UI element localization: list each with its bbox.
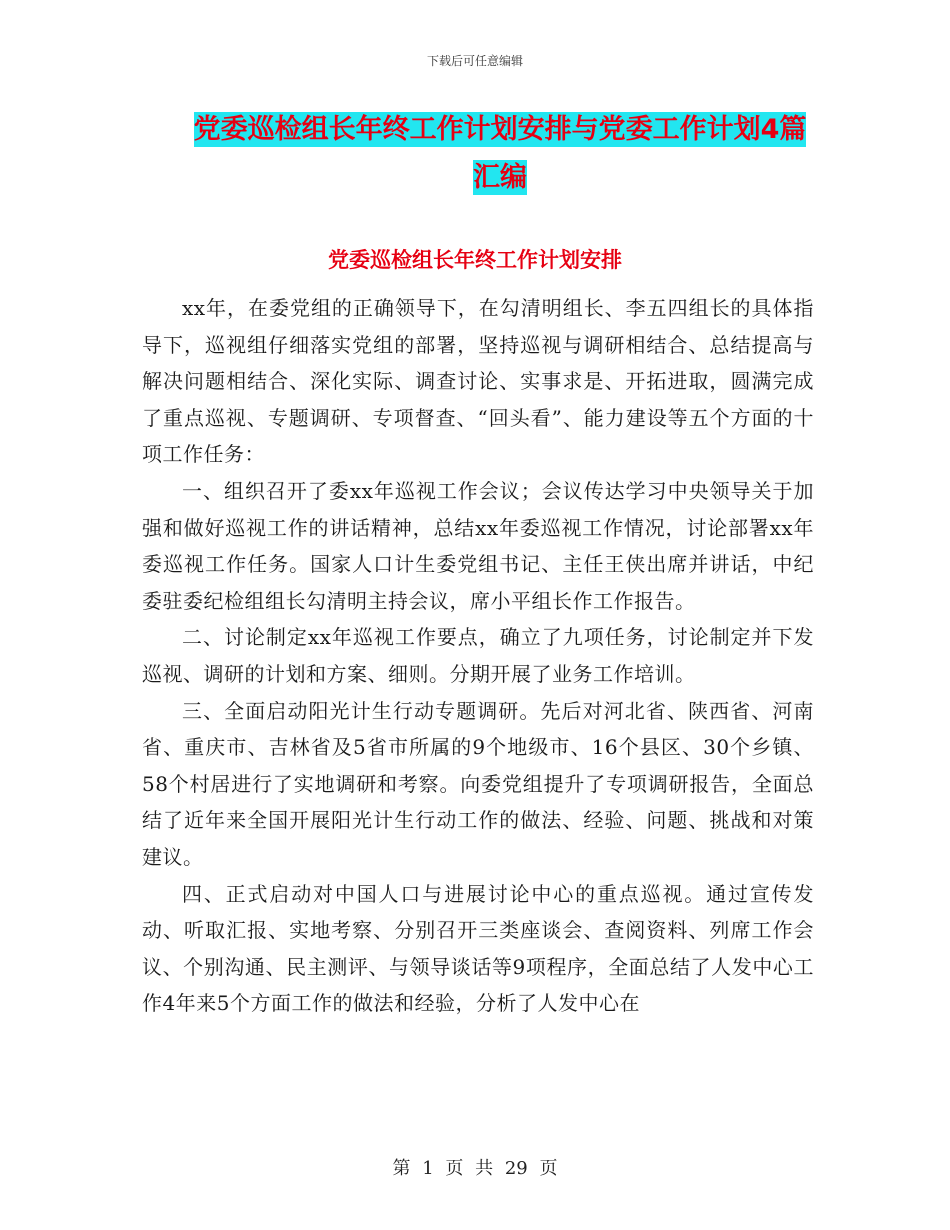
paragraph-item-4: 四、正式启动对中国人口与进展讨论中心的重点巡视。通过宣传发动、听取汇报、实地考察、分别召开三类座谈会、查阅资料、列席工作会议、个别沟通、民主测评、与领导谈话等9项程序，全面总结了人发中心工作4年来5个方面工作的做法和经验，分析了人发中心在 <box>142 881 814 1016</box>
title-line-1: 党委巡检组长年终工作计划安排与党委工作计划4篇 <box>193 114 807 145</box>
document-title <box>120 106 880 202</box>
title-line-2: 汇编 <box>473 162 527 193</box>
paragraph-item-1: 一、组织召开了委xx年巡视工作会议；会议传达学习中央领导关于加强和做好巡视工作的讲话精神，总结xx年委巡视工作情况，讨论部署xx年委巡视工作任务。国家人口计生委党组书记、主任王侠出席并讲话，中纪委驻委纪检组组长勾清明主持会议，席小平组长作工作报告。 <box>142 478 814 613</box>
paragraph-item-3: 三、全面启动阳光计生行动专题调研。先后对河北省、陕西省、河南省、重庆市、吉林省及5省市所属的9个地级市、16个县区、30个乡镇、58个村居进行了实地调研和考察。向委党组提升了专项调研报告，全面总结了近年来全国开展阳光计生行动工作的做法、经验、问题、挑战和对策建议。 <box>142 698 814 869</box>
page-footer: 第 1 页 共 29 页 <box>392 1158 558 1179</box>
section-title: 党委巡检组长年终工作计划安排 <box>328 248 622 272</box>
header-note: 下载后可任意编辑 <box>426 54 523 68</box>
document-body <box>142 290 814 1022</box>
paragraph-item-2: 二、讨论制定xx年巡视工作要点，确立了九项任务，讨论制定并下发巡视、调研的计划和方案、细则。分期开展了业务工作培训。 <box>142 625 814 686</box>
paragraph-intro: xx年，在委党组的正确领导下，在勾清明组长、李五四组长的具体指导下，巡视组仔细落实党组的部署，坚持巡视与调研相结合、总结提高与解决问题相结合、深化实际、调查讨论、实事求是、开拓进取，圆满完成了重点巡视、专题调研、专项督查、“回头看”、能力建设等五个方面的十项工作任务： <box>142 296 814 467</box>
